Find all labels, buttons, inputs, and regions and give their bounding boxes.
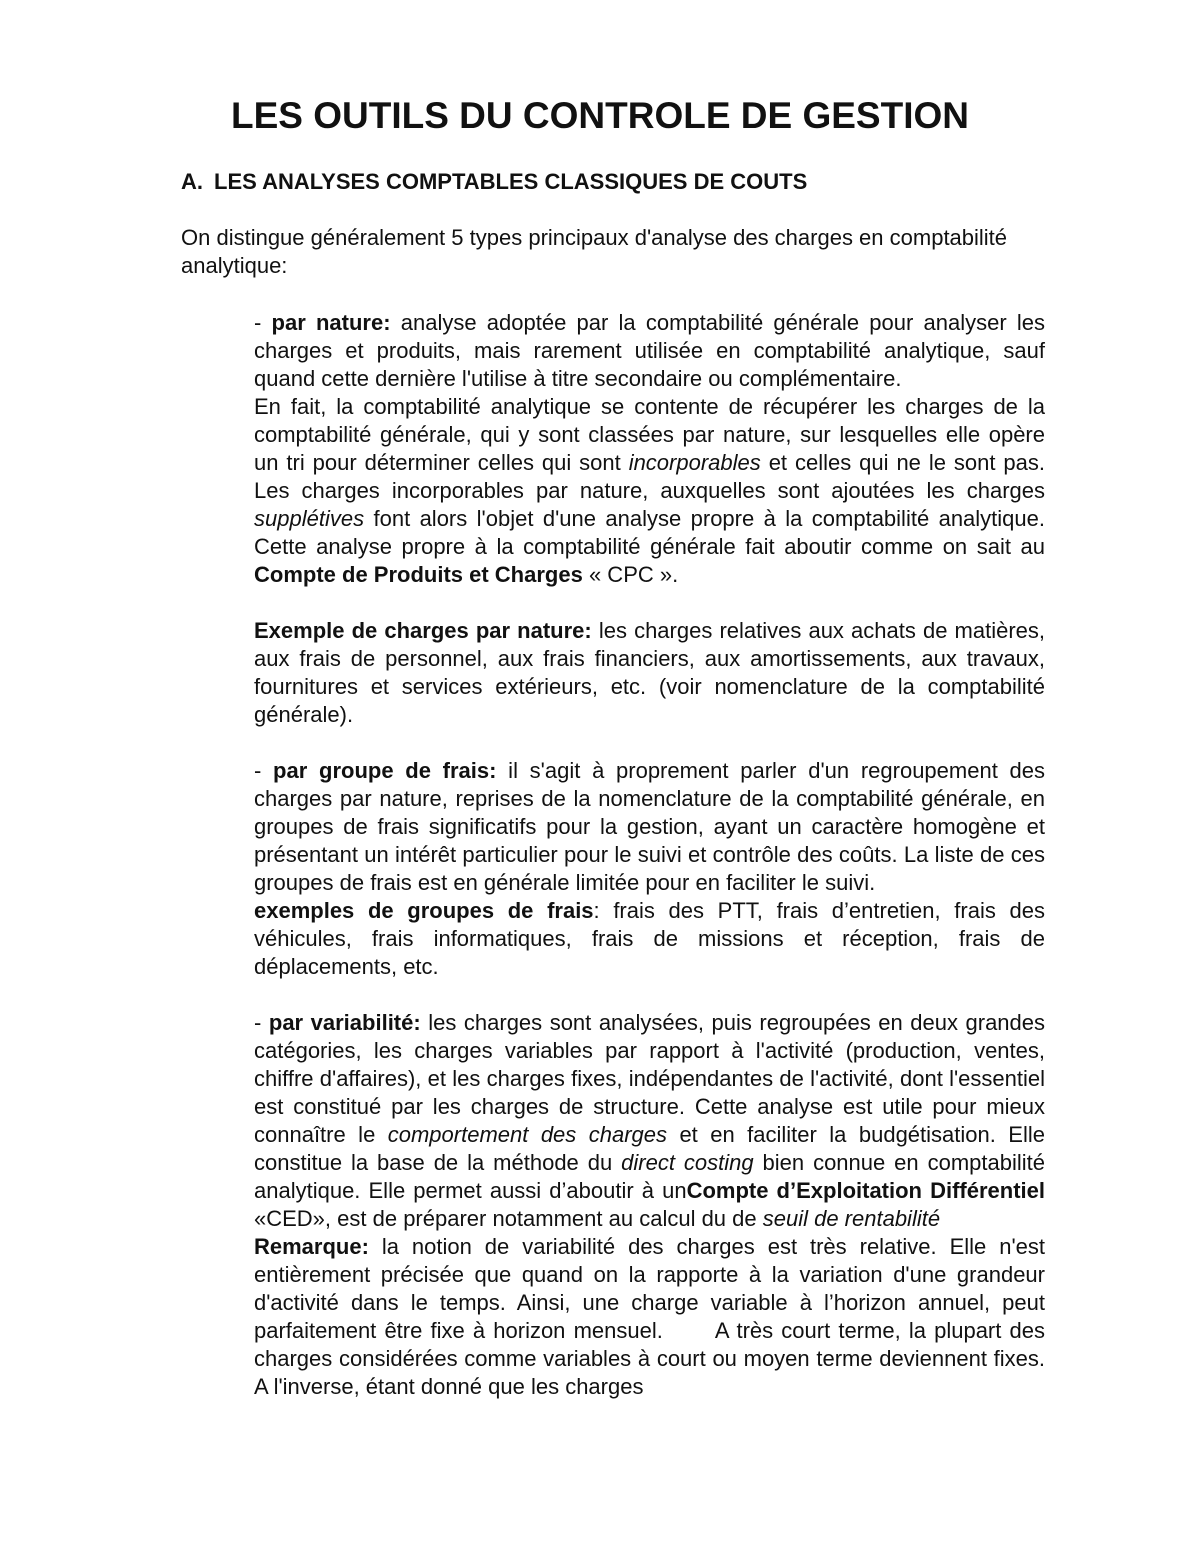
variabilite-text-4: «CED», est de préparer notamment au calcul du de (254, 1206, 763, 1231)
nature-lead: - (254, 310, 272, 335)
seuil-term: seuil de rentabilité (762, 1206, 941, 1231)
section-number: A. (181, 169, 203, 194)
incorporables-term: incorporables (628, 450, 761, 475)
section-label: LES ANALYSES COMPTABLES CLASSIQUES DE COUTS (214, 169, 808, 194)
groupe-example-text: : frais des PTT, frais d’entretien, frais des véhicules, frais informatiques, frais de missions et réception, frais de déplacements, etc. (254, 898, 1045, 979)
groupe-text: il s'agit à proprement parler d'un regroupement des charges par nature, reprises de la nomenclature de la comptabilité générale, en groupes de frais significatifs pour la gestion, ayant un caractère homogène et présentant un intérêt particulier pour le suivi et contrôle des coûts. La liste de ces groupes de frais est en générale limitée pour en faciliter le suivi. (254, 758, 1045, 895)
remarque-paragraph (254, 1233, 1045, 1401)
remarque-term: Remarque: (254, 1234, 369, 1259)
groupe-paragraph (254, 757, 1045, 897)
cpc-term: Compte de Produits et Charges (254, 562, 583, 587)
remarque-text-1: la notion de variabilité des charges est très relative. Elle n'est entièrement précisée que quand on la rapporte à la variation d'une grandeur d'activité dans le temps. Ainsi, une charge variable à l’horizon annuel, peut parfaitement être fixe à horizon mensuel. (254, 1234, 1045, 1343)
analysis-types-list (254, 309, 1045, 1401)
ced-term: Compte d’Exploitation Différentiel (686, 1178, 1045, 1203)
groupe-term: par groupe de frais: (273, 758, 497, 783)
page-title: LES OUTILS DU CONTROLE DE GESTION (231, 95, 969, 136)
nature-text: analyse adoptée par la comptabilité générale pour analyser les charges et produits, mais rarement utilisée en comptabilité analytique, sauf quand cette dernière l'utilise à titre secondaire ou complémentaire. (254, 310, 1045, 391)
nature-detail-text-4: « CPC ». (582, 562, 679, 587)
variabilite-text-1: les charges sont analysées, puis regroupées en deux grandes catégories, les charges variables par rapport à l'activité (production, ventes, chiffre d'affaires), et les charges fixes, indépendantes de l'activité, dont l'essentiel est constitué par les charges de structure. Cette analyse est utile pour mieux connaître le (254, 1010, 1046, 1147)
variabilite-lead: - (254, 1010, 269, 1035)
intro-text: On distingue généralement 5 types principaux d'analyse des charges en comptabilité analytique: (181, 225, 1008, 278)
nature-term: par nature: (271, 310, 391, 335)
nature-detail-text-1: En fait, la comptabilité analytique se contente de récupérer les charges de la comptabilité générale, qui y sont classées par nature, sur lesquelles elle opère un tri pour déterminer celles qui sont (254, 394, 1045, 475)
variabilite-text-3: bien connue en comptabilité analytique. Elle permet aussi d’aboutir à un (254, 1150, 1045, 1203)
groupe-example-term: exemples de groupes de frais (254, 898, 594, 923)
nature-example-text: les charges relatives aux achats de matières, aux frais de personnel, aux frais financiers, aux amortissements, aux travaux, fournitures et services extérieurs, etc. (voir nomenclature de la comptabilité générale). (254, 618, 1045, 727)
nature-example-paragraph (254, 617, 1045, 729)
nature-paragraph (254, 309, 1045, 393)
nature-detail-text-2: et celles qui ne le sont pas. Les charges incorporables par nature, auxquelles sont ajoutées les charges (254, 450, 1045, 503)
nature-detail-text-3: font alors l'objet d'une analyse propre à la comptabilité analytique. Cette analyse propre à la comptabilité générale fait aboutir comme on sait au (254, 506, 1045, 559)
section-heading (181, 168, 807, 196)
direct-costing-term: direct costing (621, 1150, 754, 1175)
variabilite-paragraph (254, 1009, 1045, 1233)
nature-example-term: Exemple de charges par nature: (254, 618, 592, 643)
remarque-text-2: A très court terme, la plupart des charges considérées comme variables à court ou moyen terme deviennent fixes. A l'inverse, étant donné que les charges (254, 1318, 1045, 1399)
suppletives-term: supplétives (254, 506, 365, 531)
groupe-example-paragraph (254, 897, 1045, 981)
variabilite-term: par variabilité: (268, 1010, 421, 1035)
comportement-term: comportement des charges (387, 1122, 667, 1147)
intro-paragraph (181, 224, 1045, 280)
variabilite-text-2: et en faciliter la budgétisation. Elle constitue la base de la méthode du (254, 1122, 1045, 1175)
groupe-lead: - (254, 758, 274, 783)
nature-detail-paragraph (254, 393, 1045, 589)
